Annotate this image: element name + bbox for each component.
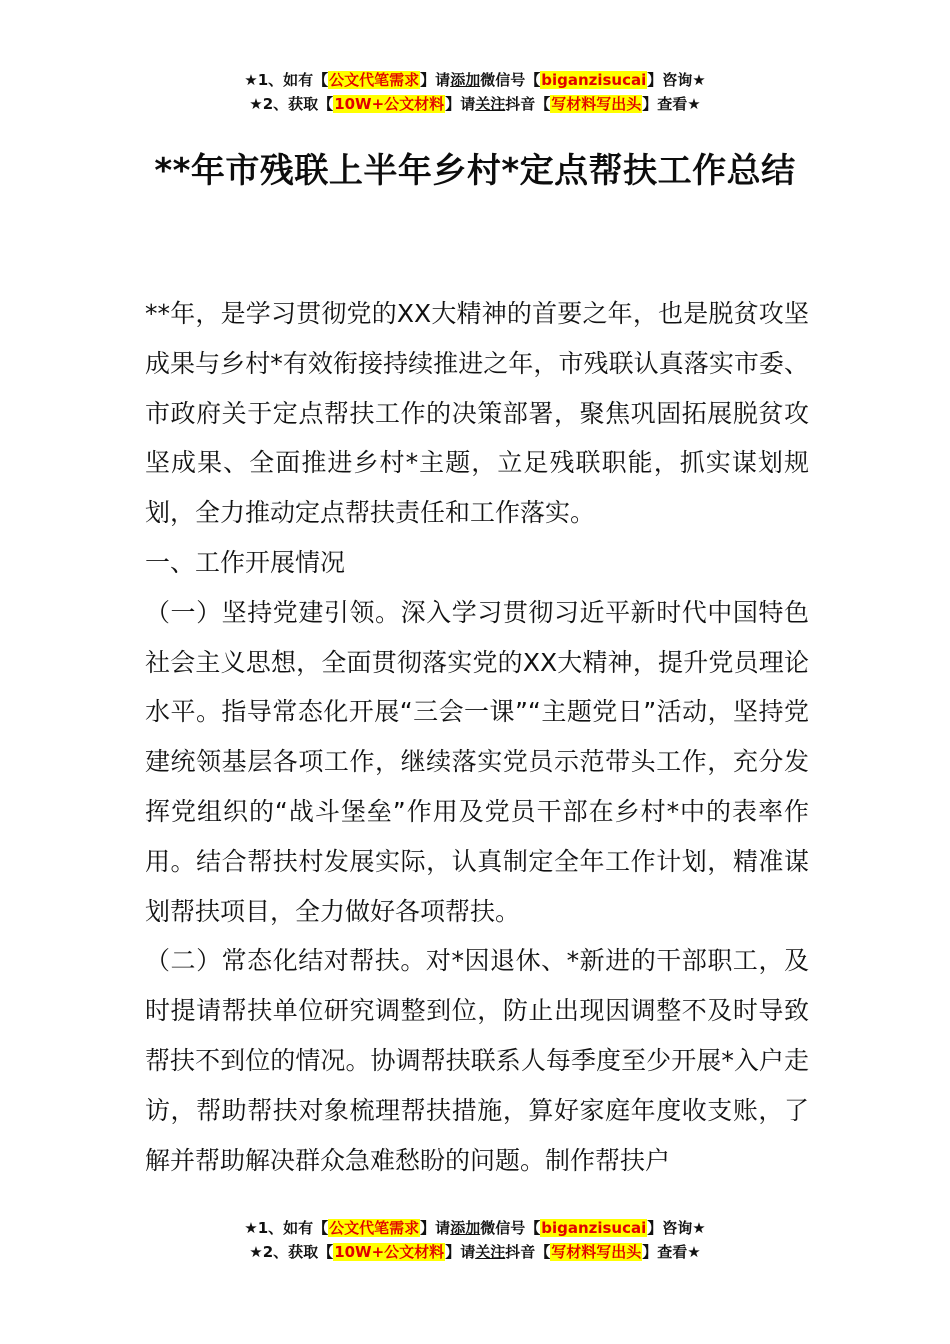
promo-text: 微信号【: [480, 71, 541, 89]
promo-underlined-text: 关注: [475, 1243, 506, 1261]
promo-text: 】请: [445, 95, 476, 113]
promo-highlight: 10W+公文材料: [334, 1243, 445, 1261]
promo-text: ★2、获取【: [249, 95, 334, 113]
promo-text: 】咨询★: [647, 71, 706, 89]
section-heading: 一、工作开展情况: [145, 547, 346, 577]
promo-text: 】请: [420, 71, 451, 89]
promo-text: ★2、获取【: [249, 1243, 334, 1261]
promo-text: ★1、如有【: [244, 1219, 329, 1237]
document-title: **年市残联上半年乡村*定点帮扶工作总结: [154, 151, 796, 191]
promo-text: 】请: [445, 1243, 476, 1261]
promo-banner-bottom: [0, 1216, 950, 1264]
promo-line-1: [0, 68, 950, 92]
promo-line-2: [0, 1240, 950, 1264]
promo-text: ★1、如有【: [244, 71, 329, 89]
promo-line-1: [0, 1216, 950, 1240]
promo-line-2: [0, 92, 950, 116]
promo-highlight: 公文代笔需求: [329, 1219, 420, 1237]
promo-wechat-id: biganzisucai: [541, 71, 647, 89]
promo-text: 】请: [420, 1219, 451, 1237]
promo-text: 微信号【: [480, 1219, 541, 1237]
intro-paragraph: **年，是学习贯彻党的XX大精神的首要之年，也是脱贫攻坚成果与乡村*有效衔接持续推进之年，市残联认真落实市委、市政府关于定点帮扶工作的决策部署，聚焦巩固拓展脱贫攻坚成果、全面推进乡村*主题，立足残联职能，抓实谋划规划，全力推动定点帮扶责任和工作落实。: [145, 299, 809, 528]
promo-underlined-text: 添加: [450, 71, 481, 89]
promo-highlight: 10W+公文材料: [334, 95, 445, 113]
promo-text: 抖音【: [505, 1243, 551, 1261]
document-body: [145, 289, 809, 1185]
promo-douyin-id: 写材料写出头: [551, 95, 642, 113]
promo-wechat-id: biganzisucai: [541, 1219, 647, 1237]
promo-text: 】查看★: [642, 1243, 701, 1261]
item-paragraph-1: （一）坚持党建引领。深入学习贯彻习近平新时代中国特色社会主义思想，全面贯彻落实党的XX大精神，提升党员理论水平。指导常态化开展“三会一课”“主题党日”活动，坚持党建统领基层各项工作，继续落实党员示范带头工作，充分发挥党组织的“战斗堡垒”作用及党员干部在乡村*中的表率作用。结合帮扶村发展实际，认真制定全年工作计划，精准谋划帮扶项目，全力做好各项帮扶。: [145, 597, 809, 926]
promo-text: 】咨询★: [647, 1219, 706, 1237]
promo-text: 抖音【: [505, 95, 551, 113]
promo-underlined-text: 添加: [450, 1219, 481, 1237]
promo-banner-top: [0, 68, 950, 116]
promo-highlight: 公文代笔需求: [329, 71, 420, 89]
promo-text: 】查看★: [642, 95, 701, 113]
promo-douyin-id: 写材料写出头: [551, 1243, 642, 1261]
item-paragraph-2: （二）常态化结对帮扶。对*因退休、*新进的干部职工，及时提请帮扶单位研究调整到位，防止出现因调整不及时导致帮扶不到位的情况。协调帮扶联系人每季度至少开展*入户走访，帮助帮扶对象梳理帮扶措施，算好家庭年度收支账，了解并帮助解决群众急难愁盼的问题。制作帮扶户: [145, 946, 809, 1175]
promo-underlined-text: 关注: [475, 95, 506, 113]
